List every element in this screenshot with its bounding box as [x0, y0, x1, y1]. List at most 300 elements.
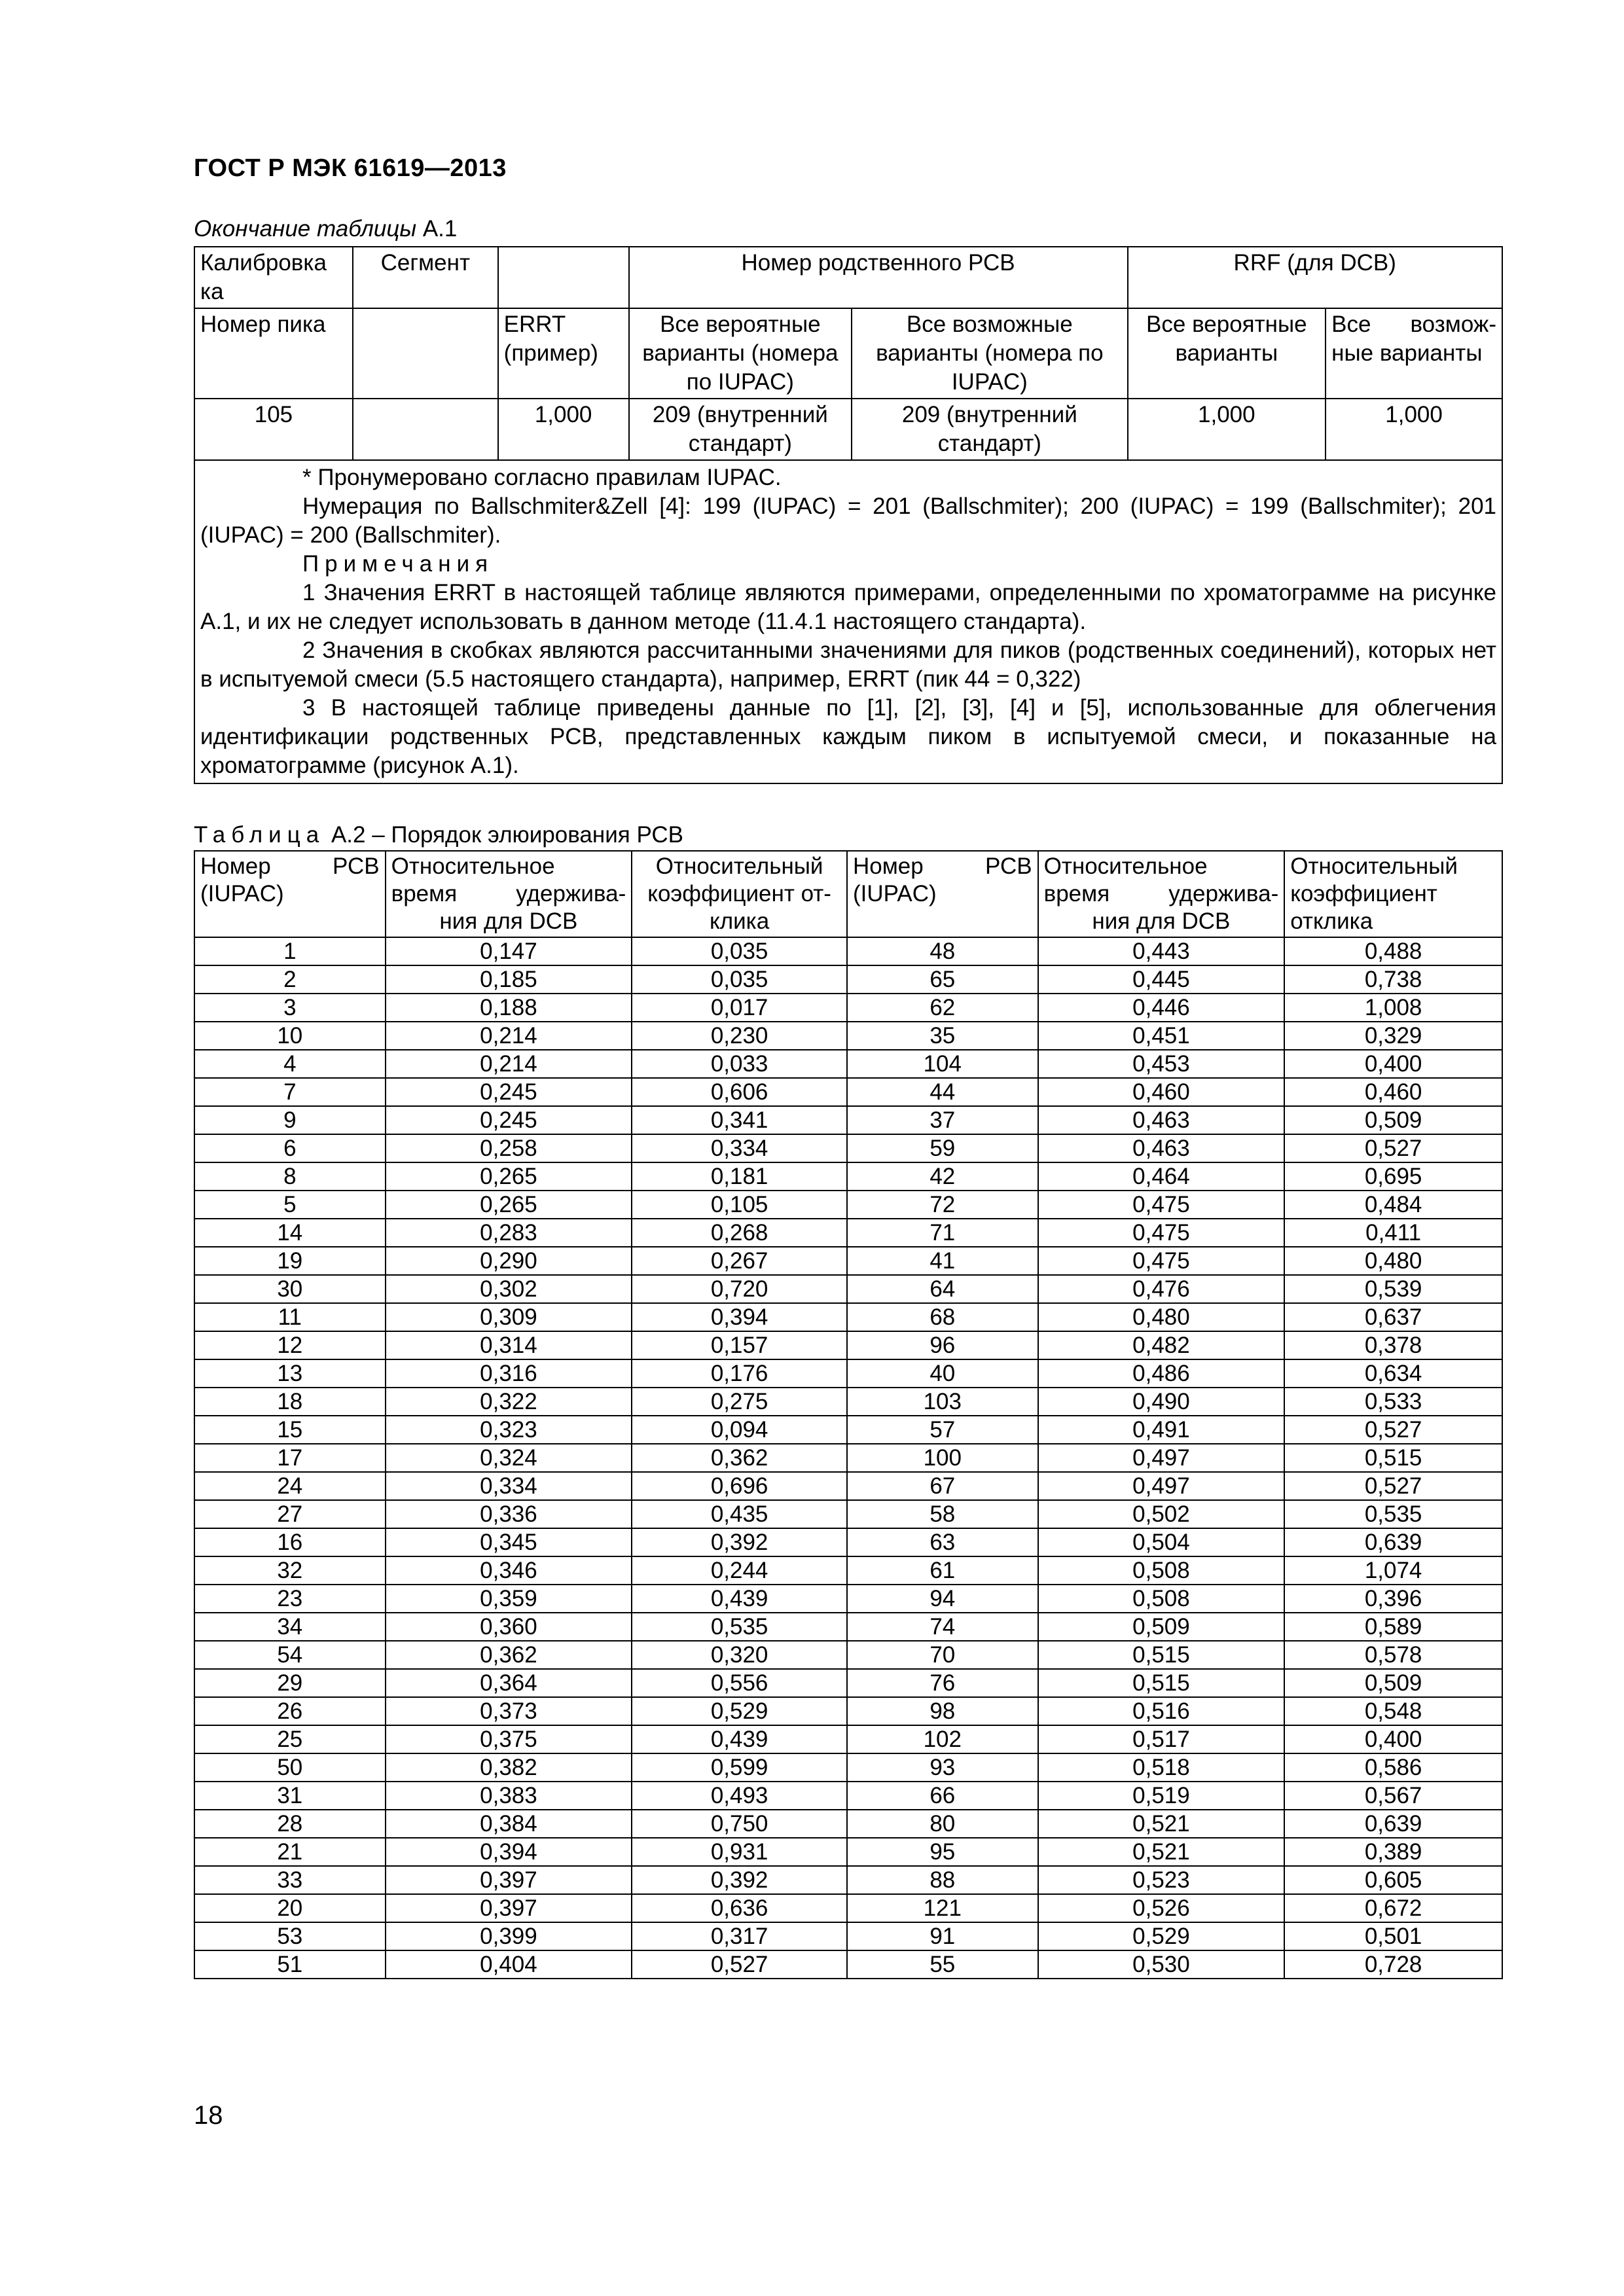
cell-response-right: 0,672	[1284, 1894, 1502, 1922]
cell-retention-left: 0,336	[386, 1500, 632, 1528]
table-row	[194, 1275, 1502, 1303]
header-rt-left-line-3: ния для DCB	[439, 908, 578, 934]
table-row	[194, 1669, 1502, 1697]
cell-response-right: 0,589	[1284, 1613, 1502, 1641]
cell-response-right: 0,411	[1284, 1219, 1502, 1247]
header-rrf-right-line-3: отклика	[1290, 908, 1373, 934]
header-rrf-left-line-3: клика	[710, 908, 770, 934]
cell-retention-right: 0,523	[1038, 1866, 1285, 1894]
cell-retention-right: 0,508	[1038, 1556, 1285, 1585]
table-a2-caption	[194, 822, 683, 848]
cell-pcb-right: 64	[847, 1275, 1038, 1303]
cell-pcb-left: 32	[194, 1556, 386, 1585]
cell-retention-right: 0,497	[1038, 1444, 1285, 1472]
cell-retention-left: 0,323	[386, 1416, 632, 1444]
cell-pcb-right: 103	[847, 1388, 1038, 1416]
table-row	[194, 1922, 1502, 1950]
header-rt-right-word-2: удержива-	[1168, 881, 1279, 906]
cell-retention-left: 0,362	[386, 1641, 632, 1669]
cell-pcb-left: 24	[194, 1472, 386, 1500]
cell-response-left: 0,394	[632, 1303, 847, 1331]
cell-retention-left: 0,346	[386, 1556, 632, 1585]
cell-pcb-right: 100	[847, 1444, 1038, 1472]
cell-pcb-left: 50	[194, 1753, 386, 1782]
cell-pcb-right: 48	[847, 937, 1038, 965]
cell-retention-right: 0,516	[1038, 1697, 1285, 1725]
header-pcb-left-word-2: РСВ	[333, 853, 380, 879]
cell-response-right: 0,637	[1284, 1303, 1502, 1331]
table-row	[194, 1162, 1502, 1191]
cell-retention-right: 0,475	[1038, 1191, 1285, 1219]
cell-pcb-right: 71	[847, 1219, 1038, 1247]
cell-response-right: 0,535	[1284, 1500, 1502, 1528]
cell-pcb-left: 17	[194, 1444, 386, 1472]
header-rt-left-line-1: Относительное	[391, 853, 555, 879]
table-row	[194, 1444, 1502, 1472]
table-row	[194, 1078, 1502, 1106]
table-a2-body	[194, 937, 1502, 1979]
cell-retention-left: 0,399	[386, 1922, 632, 1950]
cell-retention-right: 0,519	[1038, 1782, 1285, 1810]
cell-response-left: 0,535	[632, 1613, 847, 1641]
header-rt-right-word-1: время	[1043, 881, 1110, 906]
cell-response-right: 0,527	[1284, 1472, 1502, 1500]
header-errt: ERRT (пример)	[498, 308, 629, 399]
cell-response-left: 0,334	[632, 1134, 847, 1162]
cell-pcb-left: 26	[194, 1697, 386, 1725]
cell-pcb-left: 18	[194, 1388, 386, 1416]
cell-pcb-left: 1	[194, 937, 386, 965]
cell-response-left: 0,181	[632, 1162, 847, 1191]
cell-response-left: 0,435	[632, 1500, 847, 1528]
cell-pcb-left: 13	[194, 1359, 386, 1388]
note-3: 3 В настоящей таблице приведены данные по [1], [2], [3], [4] и [5], использованные для облегчения идентификации родственных PCB, представленных каждым пиком в испытуемой смеси, и показанные на хроматограмме (рисунок А.1).	[200, 695, 1496, 778]
cell-probable: 209 (внутренний стандарт)	[629, 399, 852, 460]
cell-response-left: 0,529	[632, 1697, 847, 1725]
table-row	[194, 1838, 1502, 1866]
header-pcb-right-line-2: (IUPAC)	[853, 881, 937, 906]
cell-errt: 1,000	[498, 399, 629, 460]
cell-pcb-left: 29	[194, 1669, 386, 1697]
cell-response-left: 0,267	[632, 1247, 847, 1275]
page-number: 18	[194, 2101, 223, 2130]
header-pcb-left-word-1: Номер	[200, 853, 271, 879]
cell-response-right: 0,533	[1284, 1388, 1502, 1416]
document-title: ГОСТ Р МЭК 61619—2013	[194, 154, 507, 182]
cell-response-left: 0,035	[632, 965, 847, 994]
cell-retention-right: 0,521	[1038, 1838, 1285, 1866]
cell-pcb-right: 88	[847, 1866, 1038, 1894]
header-segment-blank	[353, 308, 498, 399]
cell-pcb-right: 80	[847, 1810, 1038, 1838]
cell-retention-right: 0,480	[1038, 1303, 1285, 1331]
cell-retention-right: 0,502	[1038, 1500, 1285, 1528]
cell-pcb-left: 6	[194, 1134, 386, 1162]
header-rt-left-word-1: время	[391, 881, 458, 906]
cell-response-left: 0,320	[632, 1641, 847, 1669]
notes-heading: Примечания	[302, 551, 494, 577]
header-pcb-number-left	[194, 851, 386, 937]
cell-response-right: 0,738	[1284, 965, 1502, 994]
cell-retention-right: 0,530	[1038, 1950, 1285, 1979]
cell-retention-left: 0,314	[386, 1331, 632, 1359]
cell-response-left: 0,439	[632, 1725, 847, 1753]
header-probable-variants: Все вероятные варианты (номера по IUPAC)	[629, 308, 852, 399]
cell-pcb-left: 16	[194, 1528, 386, 1556]
table-row	[194, 1556, 1502, 1585]
cell-pcb-right: 58	[847, 1500, 1038, 1528]
cell-retention-right: 0,491	[1038, 1416, 1285, 1444]
cell-response-left: 0,268	[632, 1219, 847, 1247]
table-row	[194, 1416, 1502, 1444]
header-rrf-right-line-2: коэффициент	[1290, 881, 1437, 906]
cell-retention-left: 0,383	[386, 1782, 632, 1810]
cell-response-left: 0,362	[632, 1444, 847, 1472]
cell-retention-left: 0,290	[386, 1247, 632, 1275]
cell-response-right: 0,695	[1284, 1162, 1502, 1191]
cell-retention-right: 0,476	[1038, 1275, 1285, 1303]
cell-response-left: 0,392	[632, 1528, 847, 1556]
cell-response-right: 0,509	[1284, 1669, 1502, 1697]
cell-retention-left: 0,283	[386, 1219, 632, 1247]
table-row	[194, 1191, 1502, 1219]
cell-retention-left: 0,382	[386, 1753, 632, 1782]
table-row	[194, 1697, 1502, 1725]
cell-response-left: 0,244	[632, 1556, 847, 1585]
table-row	[194, 1500, 1502, 1528]
cell-response-left: 0,750	[632, 1810, 847, 1838]
cell-pcb-left: 5	[194, 1191, 386, 1219]
cell-retention-right: 0,486	[1038, 1359, 1285, 1388]
cell-pcb-left: 53	[194, 1922, 386, 1950]
cell-retention-left: 0,214	[386, 1050, 632, 1078]
table-a1	[194, 246, 1503, 784]
table-row	[194, 1782, 1502, 1810]
cell-retention-left: 0,245	[386, 1106, 632, 1134]
cell-pcb-left: 30	[194, 1275, 386, 1303]
cell-retention-left: 0,360	[386, 1613, 632, 1641]
cell-response-left: 0,439	[632, 1585, 847, 1613]
cell-retention-right: 0,475	[1038, 1219, 1285, 1247]
cell-retention-right: 0,463	[1038, 1106, 1285, 1134]
cell-response-left: 0,176	[632, 1359, 847, 1388]
cell-retention-left: 0,373	[386, 1697, 632, 1725]
cell-retention-right: 0,464	[1038, 1162, 1285, 1191]
cell-retention-left: 0,334	[386, 1472, 632, 1500]
cell-pcb-right: 35	[847, 1022, 1038, 1050]
cell-pcb-right: 70	[847, 1641, 1038, 1669]
cell-retention-left: 0,324	[386, 1444, 632, 1472]
cell-retention-right: 0,497	[1038, 1472, 1285, 1500]
note-footnote-star: * Пронумеровано согласно правилам IUPAC.	[302, 465, 782, 490]
cell-retention-right: 0,445	[1038, 965, 1285, 994]
header-pcb-right-word-1: Номер	[853, 853, 924, 879]
cell-retention-right: 0,451	[1038, 1022, 1285, 1050]
cell-retention-right: 0,529	[1038, 1922, 1285, 1950]
cell-response-left: 0,931	[632, 1838, 847, 1866]
cell-pcb-right: 121	[847, 1894, 1038, 1922]
cell-pcb-left: 14	[194, 1219, 386, 1247]
cell-response-right: 0,539	[1284, 1275, 1502, 1303]
table-a1-header-row-1	[194, 247, 1502, 308]
cell-retention-left: 0,185	[386, 965, 632, 994]
table-row	[194, 1472, 1502, 1500]
header-rt-right-line-1: Относительное	[1043, 853, 1208, 879]
header-rrf-possible-word-2: возмож-	[1410, 312, 1496, 337]
cell-retention-left: 0,364	[386, 1669, 632, 1697]
cell-response-left: 0,636	[632, 1894, 847, 1922]
cell-response-right: 0,639	[1284, 1528, 1502, 1556]
cell-pcb-right: 72	[847, 1191, 1038, 1219]
cell-pcb-left: 25	[194, 1725, 386, 1753]
cell-retention-left: 0,397	[386, 1894, 632, 1922]
header-rrf-possible-line-2: ные варианты	[1331, 340, 1483, 366]
cell-retention-right: 0,443	[1038, 937, 1285, 965]
cell-response-left: 0,105	[632, 1191, 847, 1219]
cell-pcb-right: 41	[847, 1247, 1038, 1275]
header-retention-right	[1038, 851, 1285, 937]
cell-pcb-right: 55	[847, 1950, 1038, 1979]
table-row	[194, 1303, 1502, 1331]
cell-response-right: 0,509	[1284, 1106, 1502, 1134]
cell-pcb-left: 10	[194, 1022, 386, 1050]
table-row	[194, 1725, 1502, 1753]
cell-retention-right: 0,482	[1038, 1331, 1285, 1359]
table-a2-header-row	[194, 851, 1502, 937]
cell-pcb-right: 102	[847, 1725, 1038, 1753]
header-response-right	[1284, 851, 1502, 937]
cell-pcb-right: 98	[847, 1697, 1038, 1725]
cell-possible: 209 (внутренний стандарт)	[852, 399, 1127, 460]
cell-pcb-right: 91	[847, 1922, 1038, 1950]
cell-pcb-right: 62	[847, 994, 1038, 1022]
cell-pcb-left: 27	[194, 1500, 386, 1528]
cell-pcb-right: 42	[847, 1162, 1038, 1191]
cell-retention-left: 0,359	[386, 1585, 632, 1613]
cell-retention-left: 0,265	[386, 1162, 632, 1191]
cell-retention-left: 0,394	[386, 1838, 632, 1866]
header-pcb-left-line-2: (IUPAC)	[200, 881, 284, 906]
table-row	[194, 1866, 1502, 1894]
cell-response-right: 0,578	[1284, 1641, 1502, 1669]
cell-retention-left: 0,404	[386, 1950, 632, 1979]
cell-response-left: 0,017	[632, 994, 847, 1022]
table-row	[194, 1050, 1502, 1078]
cell-response-left: 0,035	[632, 937, 847, 965]
cell-pcb-left: 21	[194, 1838, 386, 1866]
cell-retention-right: 0,526	[1038, 1894, 1285, 1922]
cell-response-left: 0,696	[632, 1472, 847, 1500]
table-a2-caption-label: Таблица	[194, 822, 325, 848]
cell-response-left: 0,720	[632, 1275, 847, 1303]
cell-pcb-right: 94	[847, 1585, 1038, 1613]
header-response-left	[632, 851, 847, 937]
cell-pcb-left: 31	[194, 1782, 386, 1810]
cell-pcb-left: 12	[194, 1331, 386, 1359]
header-pcb-number-right	[847, 851, 1038, 937]
cell-pcb-left: 28	[194, 1810, 386, 1838]
cell-pcb-right: 65	[847, 965, 1038, 994]
cell-response-left: 0,317	[632, 1922, 847, 1950]
cell-response-left: 0,606	[632, 1078, 847, 1106]
table-a2-caption-title: А.2 – Порядок элюирования РСВ	[325, 822, 684, 848]
table-row	[194, 1359, 1502, 1388]
cell-pcb-left: 2	[194, 965, 386, 994]
cell-retention-left: 0,316	[386, 1359, 632, 1388]
cell-pcb-right: 63	[847, 1528, 1038, 1556]
cell-rrf-possible: 1,000	[1326, 399, 1502, 460]
cell-pcb-right: 76	[847, 1669, 1038, 1697]
cell-pcb-right: 74	[847, 1613, 1038, 1641]
cell-retention-left: 0,322	[386, 1388, 632, 1416]
cell-retention-left: 0,147	[386, 937, 632, 965]
header-possible-variants: Все возможные варианты (номера по IUPAC)	[852, 308, 1127, 399]
cell-retention-left: 0,245	[386, 1078, 632, 1106]
cell-response-right: 0,527	[1284, 1134, 1502, 1162]
table-a1-notes	[194, 460, 1502, 783]
table-row	[194, 994, 1502, 1022]
cell-retention-left: 0,302	[386, 1275, 632, 1303]
cell-pcb-left: 19	[194, 1247, 386, 1275]
cell-retention-left: 0,397	[386, 1866, 632, 1894]
cell-pcb-right: 67	[847, 1472, 1038, 1500]
cell-retention-right: 0,446	[1038, 994, 1285, 1022]
header-rrf-left-line-2: коэффициент от-	[647, 881, 831, 906]
cell-response-right: 0,460	[1284, 1078, 1502, 1106]
header-blank	[498, 247, 629, 308]
cell-response-left: 0,392	[632, 1866, 847, 1894]
cell-response-right: 1,074	[1284, 1556, 1502, 1585]
cell-retention-left: 0,214	[386, 1022, 632, 1050]
cell-pcb-right: 57	[847, 1416, 1038, 1444]
cell-response-right: 0,728	[1284, 1950, 1502, 1979]
table-a1-caption	[194, 216, 457, 242]
table-a1-caption-italic: Окончание таблицы	[194, 216, 417, 242]
cell-pcb-right: 93	[847, 1753, 1038, 1782]
cell-retention-right: 0,518	[1038, 1753, 1285, 1782]
table-row	[194, 1585, 1502, 1613]
cell-response-right: 0,639	[1284, 1810, 1502, 1838]
header-rrf-probable: Все вероятные варианты	[1128, 308, 1326, 399]
table-row	[194, 1950, 1502, 1979]
cell-retention-left: 0,258	[386, 1134, 632, 1162]
cell-response-left: 0,094	[632, 1416, 847, 1444]
cell-response-right: 0,396	[1284, 1585, 1502, 1613]
cell-pcb-right: 40	[847, 1359, 1038, 1388]
cell-peak: 105	[194, 399, 353, 460]
cell-pcb-left: 20	[194, 1894, 386, 1922]
cell-response-right: 0,501	[1284, 1922, 1502, 1950]
table-a2	[194, 850, 1503, 1979]
table-a1-notes-row	[194, 460, 1502, 783]
table-row	[194, 1106, 1502, 1134]
cell-pcb-left: 51	[194, 1950, 386, 1979]
cell-response-left: 0,275	[632, 1388, 847, 1416]
cell-pcb-left: 11	[194, 1303, 386, 1331]
header-segment: Сегмент	[353, 247, 498, 308]
cell-response-right: 0,400	[1284, 1725, 1502, 1753]
cell-retention-left: 0,265	[386, 1191, 632, 1219]
header-rrf-left-line-1: Относительный	[655, 853, 823, 879]
table-row	[194, 1894, 1502, 1922]
cell-pcb-left: 4	[194, 1050, 386, 1078]
table-row	[194, 1022, 1502, 1050]
cell-response-right: 0,605	[1284, 1866, 1502, 1894]
cell-pcb-left: 54	[194, 1641, 386, 1669]
cell-response-left: 0,527	[632, 1950, 847, 1979]
cell-pcb-right: 104	[847, 1050, 1038, 1078]
note-1: 1 Значения ERRT в настоящей таблице являются примерами, определенными по хроматограмме на рисунке А.1, и их не следует использовать в данном методе (11.4.1 настоящего стандарта).	[200, 580, 1496, 634]
cell-retention-right: 0,463	[1038, 1134, 1285, 1162]
cell-pcb-left: 33	[194, 1866, 386, 1894]
cell-response-left: 0,493	[632, 1782, 847, 1810]
table-row	[194, 1528, 1502, 1556]
cell-segment	[353, 399, 498, 460]
cell-retention-right: 0,515	[1038, 1641, 1285, 1669]
cell-pcb-right: 59	[847, 1134, 1038, 1162]
header-rrf-right-line-1: Относительный	[1290, 853, 1458, 879]
table-row	[194, 1753, 1502, 1782]
cell-retention-right: 0,475	[1038, 1247, 1285, 1275]
table-row	[194, 1247, 1502, 1275]
cell-response-right: 0,484	[1284, 1191, 1502, 1219]
table-row	[194, 1641, 1502, 1669]
cell-pcb-right: 37	[847, 1106, 1038, 1134]
cell-retention-right: 0,453	[1038, 1050, 1285, 1078]
header-peak-number: Номер пика	[194, 308, 353, 399]
cell-pcb-left: 23	[194, 1585, 386, 1613]
cell-response-right: 0,515	[1284, 1444, 1502, 1472]
cell-pcb-right: 61	[847, 1556, 1038, 1585]
header-rrf: RRF (для DCB)	[1128, 247, 1503, 308]
cell-retention-right: 0,504	[1038, 1528, 1285, 1556]
cell-response-right: 0,329	[1284, 1022, 1502, 1050]
cell-response-left: 0,157	[632, 1331, 847, 1359]
cell-retention-right: 0,460	[1038, 1078, 1285, 1106]
header-rrf-possible	[1326, 308, 1502, 399]
table-row	[194, 1134, 1502, 1162]
cell-pcb-left: 7	[194, 1078, 386, 1106]
cell-response-left: 0,230	[632, 1022, 847, 1050]
cell-retention-right: 0,509	[1038, 1613, 1285, 1641]
table-row	[194, 1219, 1502, 1247]
table-a1-data-row	[194, 399, 1502, 460]
header-rt-right-line-3: ния для DCB	[1092, 908, 1231, 934]
cell-rrf-probable: 1,000	[1128, 399, 1326, 460]
header-rt-left-word-2: удержива-	[516, 881, 626, 906]
cell-response-left: 0,341	[632, 1106, 847, 1134]
cell-retention-right: 0,517	[1038, 1725, 1285, 1753]
cell-retention-left: 0,345	[386, 1528, 632, 1556]
table-row	[194, 965, 1502, 994]
cell-response-right: 0,480	[1284, 1247, 1502, 1275]
cell-retention-left: 0,309	[386, 1303, 632, 1331]
cell-pcb-right: 96	[847, 1331, 1038, 1359]
header-pcb-right-word-2: РСВ	[985, 853, 1032, 879]
cell-response-right: 0,378	[1284, 1331, 1502, 1359]
table-row	[194, 1331, 1502, 1359]
note-ballschmiter: Нумерация по Ballschmiter&Zell [4]: 199 (IUPAC) = 201 (Ballschmiter); 200 (IUPAC) = 199 (Ballschmiter); 201 (IUPAC) = 200 (Ballschmiter).	[200, 493, 1496, 548]
table-row	[194, 937, 1502, 965]
table-row	[194, 1613, 1502, 1641]
cell-pcb-left: 9	[194, 1106, 386, 1134]
cell-response-right: 0,567	[1284, 1782, 1502, 1810]
table-row	[194, 1388, 1502, 1416]
cell-response-right: 0,527	[1284, 1416, 1502, 1444]
cell-response-right: 0,586	[1284, 1753, 1502, 1782]
cell-retention-right: 0,515	[1038, 1669, 1285, 1697]
note-2: 2 Значения в скобках являются рассчитанными значениями для пиков (родственных соединений), которых нет в испытуемой смеси (5.5 настоящего стандарта), например, ERRT (пик 44 = 0,322)	[200, 637, 1496, 692]
